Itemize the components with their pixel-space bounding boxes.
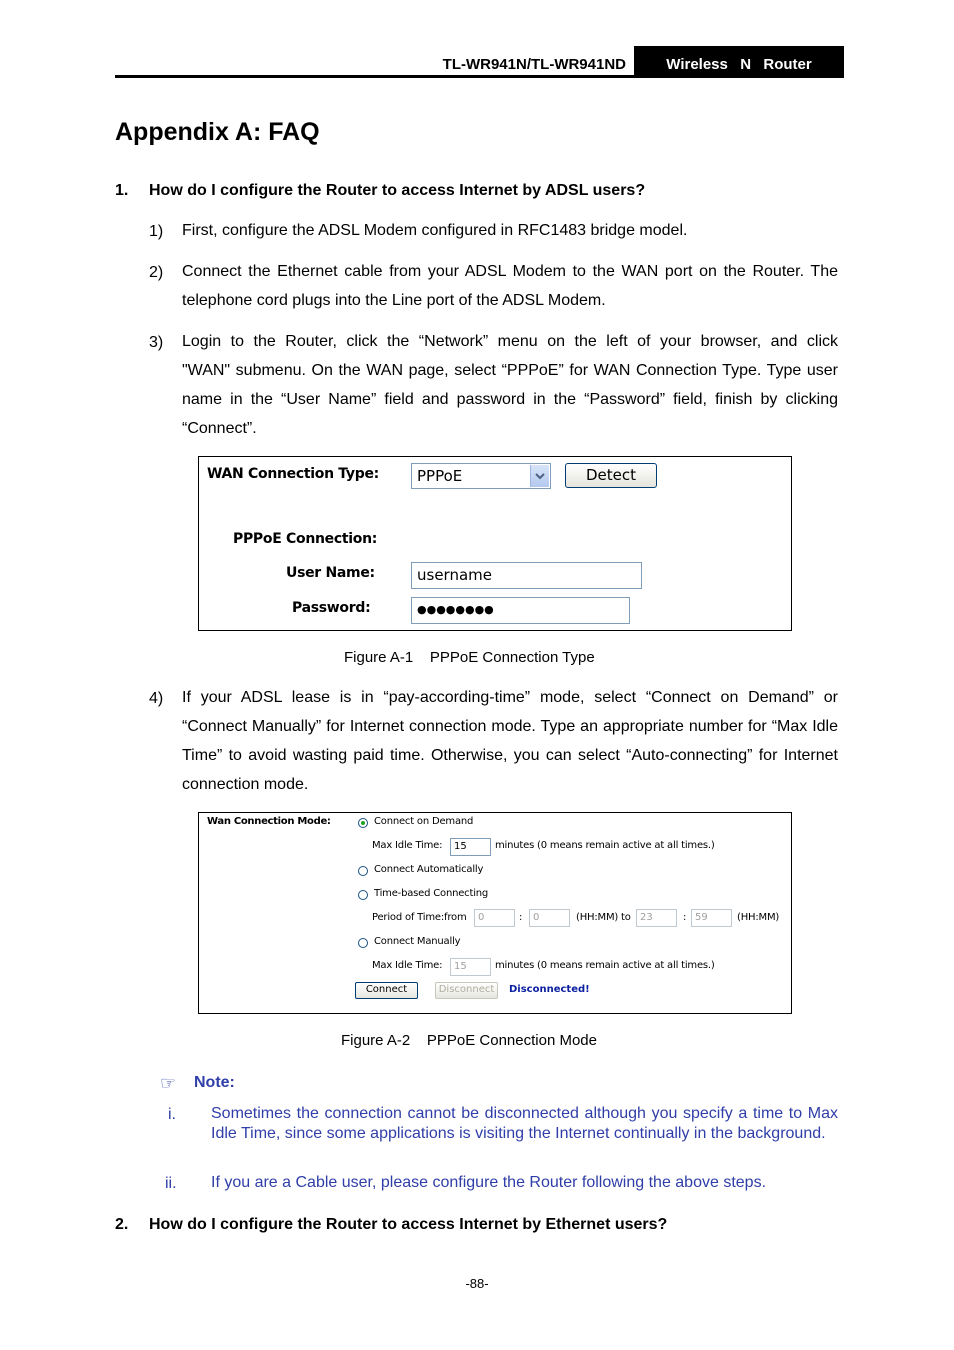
step-number: 2) xyxy=(149,264,164,281)
radio-connect-automatically[interactable] xyxy=(358,866,368,876)
note-item-number: ii. xyxy=(165,1175,177,1192)
connect-manually-label: Connect Manually xyxy=(374,936,461,947)
step-text-rest: "WAN" submenu. On the WAN page, select “PPPoE” for WAN Connection Type. Type user name in the “User Name” field and password in the “Password” field, finish by clicking “Connect”. xyxy=(182,362,838,437)
note-item-text: Sometimes the connection cannot be disconnected although you specify a time to Max Idle Time, since some applications is visiting the Internet continually in the background. xyxy=(211,1105,838,1142)
step-number: 3) xyxy=(149,334,164,351)
step-text-line: Connect the Ethernet cable from your ADSL Modem to the WAN port on the Router. The xyxy=(182,263,838,280)
to-minute-input[interactable]: 59 xyxy=(691,909,732,927)
page-title: Appendix A: FAQ xyxy=(115,118,320,146)
max-idle-label: Max Idle Time: xyxy=(372,960,443,971)
note-label: Note: xyxy=(194,1074,235,1091)
connect-button[interactable]: Connect xyxy=(355,982,418,999)
connect-automatically-label: Connect Automatically xyxy=(374,864,484,875)
hhmm-to-label: (HH:MM) to xyxy=(576,912,631,923)
step-text xyxy=(182,327,838,443)
hhmm-label: (HH:MM) xyxy=(737,912,780,923)
max-idle-hint: minutes (0 means remain active at all times.) xyxy=(495,840,715,851)
step-text-rest: “Connect Manually” for Internet connection mode. Type an appropriate number for “Max Idle Time” to avoid wasting paid time. Otherwise, you can select “Auto-connecting” for Internet connection mode. xyxy=(182,718,838,793)
radio-connect-manually[interactable] xyxy=(358,938,368,948)
pppoe-connection-label: PPPoE Connection: xyxy=(233,531,378,547)
step-number: 4) xyxy=(149,690,164,707)
max-idle-input[interactable]: 15 xyxy=(450,838,491,856)
max-idle-label: Max Idle Time: xyxy=(372,840,443,851)
from-minute-input[interactable]: 0 xyxy=(529,909,570,927)
radio-connect-on-demand[interactable] xyxy=(358,818,368,828)
chevron-down-icon[interactable] xyxy=(530,465,549,487)
status-text: Disconnected! xyxy=(509,984,590,995)
password-label: Password: xyxy=(292,600,371,616)
username-label: User Name: xyxy=(286,565,375,581)
figure-pppoe-connection-type xyxy=(198,456,792,631)
step-text: First, configure the ADSL Modem configured in RFC1483 bridge model. xyxy=(182,222,688,239)
username-input[interactable]: username xyxy=(411,562,642,589)
max-idle-input-manual[interactable]: 15 xyxy=(450,958,491,976)
header-product: Wireless N Router xyxy=(666,56,812,73)
step-text-rest: telephone cord plugs into the Line port of the ADSL Modem. xyxy=(182,292,606,309)
step-text-line: Login to the Router, click the “Network” menu on the left of your browser, and click xyxy=(182,333,838,350)
to-hour-input[interactable]: 23 xyxy=(636,909,677,927)
period-label: Period of Time:from xyxy=(372,912,467,923)
question-number: 1. xyxy=(115,182,129,199)
note-item-text: If you are a Cable user, please configure the Router following the above steps. xyxy=(211,1174,767,1191)
figure-pppoe-connection-mode xyxy=(198,812,792,1014)
from-hour-input[interactable]: 0 xyxy=(474,909,515,927)
header-model: TL-WR941N/TL-WR941ND xyxy=(442,56,626,73)
time-colon: : xyxy=(683,912,687,923)
figure-caption: Figure A-1 PPPoE Connection Type xyxy=(344,649,595,666)
figure-caption: Figure A-2 PPPoE Connection Mode xyxy=(341,1032,597,1049)
password-input[interactable]: ●●●●●●●● xyxy=(411,597,630,624)
time-based-label: Time-based Connecting xyxy=(374,888,489,899)
time-colon: : xyxy=(519,912,523,923)
detect-button[interactable]: Detect xyxy=(565,463,657,488)
question-text: How do I configure the Router to access Internet by Ethernet users? xyxy=(149,1216,668,1233)
wan-mode-label: Wan Connection Mode: xyxy=(207,816,331,827)
page-number: -88- xyxy=(465,1276,489,1291)
question-text: How do I configure the Router to access Internet by ADSL users? xyxy=(149,182,646,199)
radio-time-based[interactable] xyxy=(358,890,368,900)
step-number: 1) xyxy=(149,223,164,240)
header-rule xyxy=(115,75,844,78)
connect-on-demand-label: Connect on Demand xyxy=(374,816,474,827)
step-text-line: If your ADSL lease is in “pay-according-time” mode, select “Connect on Demand” or xyxy=(182,689,838,706)
wan-type-value: PPPoE xyxy=(417,467,463,485)
step-text xyxy=(182,257,838,315)
max-idle-hint: minutes (0 means remain active at all times.) xyxy=(495,960,715,971)
step-text xyxy=(182,683,838,799)
question-number: 2. xyxy=(115,1216,129,1233)
note-hand-icon: ☞ xyxy=(160,1073,177,1093)
disconnect-button[interactable]: Disconnect xyxy=(435,982,498,999)
note-item-number: i. xyxy=(168,1106,176,1123)
wan-type-label: WAN Connection Type: xyxy=(207,466,379,482)
wan-type-select[interactable] xyxy=(411,463,551,489)
